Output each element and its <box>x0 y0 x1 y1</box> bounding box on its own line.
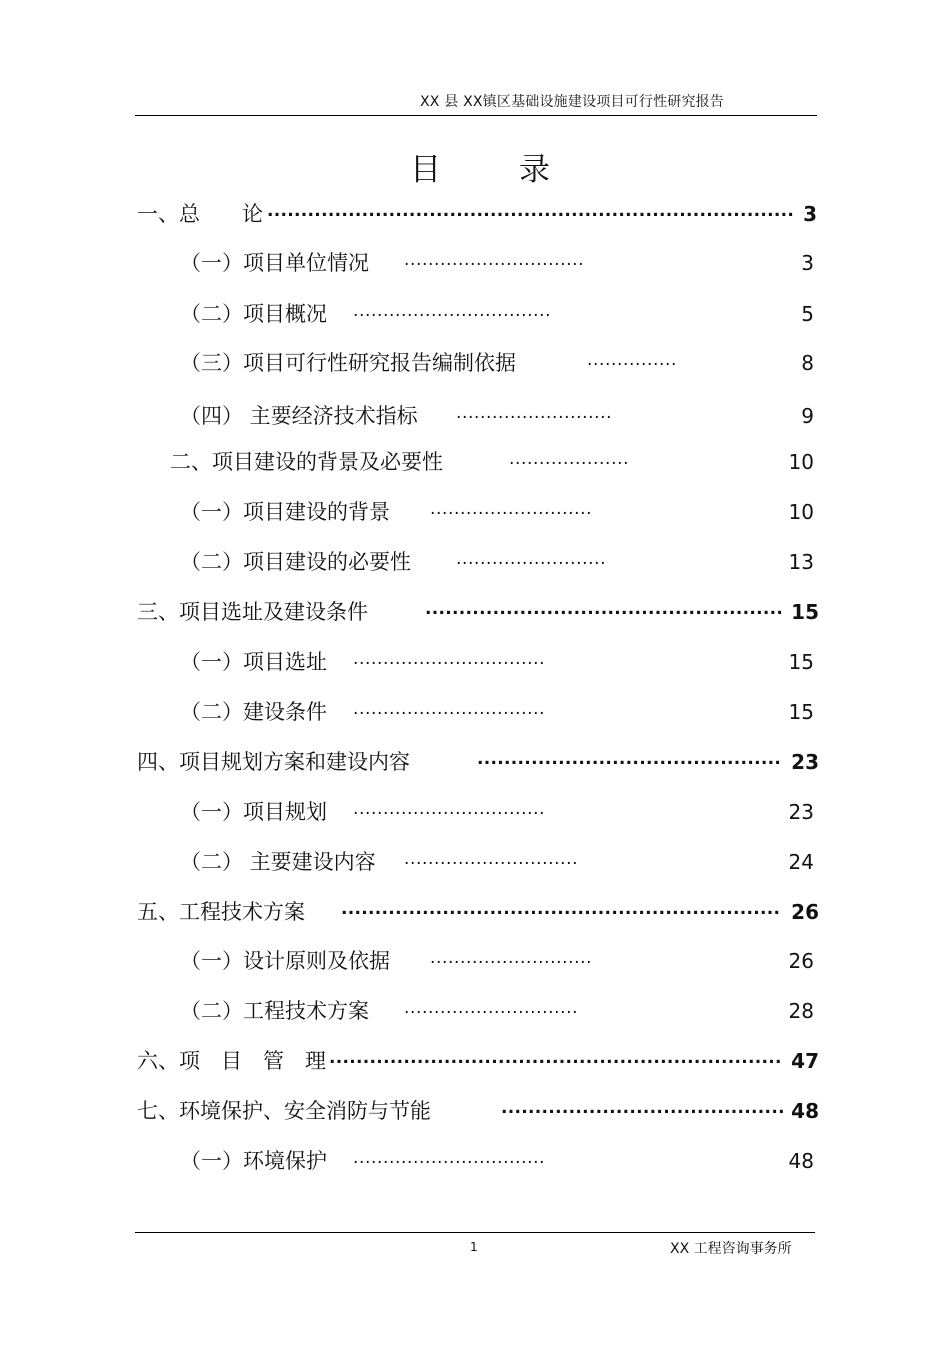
toc-entry-label: 七、环境保护、安全消防与节能 <box>137 1099 431 1123</box>
toc-page-number: 15 <box>788 650 814 674</box>
toc-entry-label: （二）项目概况 <box>180 302 327 326</box>
toc-entry[interactable] <box>0 199 950 229</box>
toc-entry[interactable] <box>0 348 950 378</box>
toc-leader-dots: ................................ <box>353 799 546 819</box>
toc-leader-dots: ..................................................... <box>425 599 784 619</box>
toc-leader-dots: ................................. <box>353 301 552 321</box>
toc-entry-label: （二）建设条件 <box>180 700 327 724</box>
toc-entry-label: （一）环境保护 <box>180 1149 327 1173</box>
toc-page-number: 48 <box>788 1149 814 1173</box>
footer-page-number: 1 <box>470 1240 478 1254</box>
toc-page-number: 15 <box>791 600 819 624</box>
toc-entry[interactable] <box>0 996 950 1026</box>
toc-entry-label: （三）项目可行性研究报告编制依据 <box>180 351 516 375</box>
toc-page-number: 26 <box>791 900 819 924</box>
title-char-1: 目 <box>410 152 441 188</box>
toc-page-number: 24 <box>788 850 814 874</box>
toc-entry[interactable] <box>0 697 950 727</box>
toc-entry-label: （二）工程技术方案 <box>180 999 369 1023</box>
toc-leader-dots: ................................ <box>353 699 546 719</box>
toc-page-number: 48 <box>791 1099 819 1123</box>
page-title <box>410 144 550 189</box>
toc-leader-dots: .............................................................................. <box>267 201 795 221</box>
toc-page-number: 9 <box>801 404 814 428</box>
toc-entry-label: （四） 主要经济技术指标 <box>180 404 418 428</box>
toc-entry[interactable] <box>0 1146 950 1176</box>
toc-entry[interactable] <box>0 248 950 278</box>
toc-entry-label: 四、项目规划方案和建设内容 <box>137 750 410 774</box>
title-char-2: 录 <box>519 152 550 188</box>
toc-entry-label: 三、项目选址及建设条件 <box>137 600 368 624</box>
toc-entry[interactable] <box>0 1046 950 1076</box>
toc-leader-dots: ............................. <box>404 998 579 1018</box>
toc-page-number: 8 <box>801 351 814 375</box>
toc-leader-dots: ............................................. <box>477 749 782 769</box>
toc-entry-label: （一）项目单位情况 <box>180 251 369 275</box>
toc-entry-label: （二）项目建设的必要性 <box>180 550 411 574</box>
toc-leader-dots: .................... <box>509 449 630 469</box>
toc-entry-label: （二） 主要建设内容 <box>180 850 376 874</box>
toc-entry-label: （一）项目规划 <box>180 800 327 824</box>
toc-entry[interactable] <box>0 597 950 627</box>
toc-leader-dots: ................................................................. <box>341 899 781 919</box>
toc-page-number: 47 <box>791 1049 819 1073</box>
toc-entry[interactable] <box>0 497 950 527</box>
toc-entry-label: 二、项目建设的背景及必要性 <box>170 450 443 474</box>
toc-entry[interactable] <box>0 401 950 431</box>
toc-leader-dots: ............... <box>587 350 678 370</box>
toc-entry-label: （一）设计原则及依据 <box>180 949 390 973</box>
toc-page-number: 3 <box>801 251 814 275</box>
running-header: XX 县 XX镇区基础设施建设项目可行性研究报告 <box>420 94 725 110</box>
toc-leader-dots: .............................. <box>404 250 585 270</box>
toc-entry-label: 五、工程技术方案 <box>137 900 305 924</box>
toc-leader-dots: ......................... <box>456 549 607 569</box>
footer-organization: XX 工程咨询事务所 <box>670 1241 792 1257</box>
toc-entry-label: （一）项目建设的背景 <box>180 500 390 524</box>
toc-entry[interactable] <box>0 299 950 329</box>
toc-page-number: 23 <box>791 750 819 774</box>
toc-entry-label: （一）项目选址 <box>180 650 327 674</box>
toc-entry[interactable] <box>0 1096 950 1126</box>
toc-leader-dots: .......................................... <box>501 1098 785 1118</box>
toc-entry[interactable] <box>0 447 950 477</box>
toc-leader-dots: .......................... <box>456 403 613 423</box>
toc-leader-dots: ................................ <box>353 649 546 669</box>
toc-entry[interactable] <box>0 946 950 976</box>
toc-page-number: 3 <box>803 202 817 226</box>
toc-page-number: 10 <box>788 450 814 474</box>
toc-page-number: 28 <box>788 999 814 1023</box>
toc-entry[interactable] <box>0 897 950 927</box>
toc-entry-label: 一、总 论 <box>137 202 263 226</box>
toc-entry[interactable] <box>0 847 950 877</box>
toc-leader-dots: ................................................................... <box>329 1048 782 1068</box>
toc-page-number: 26 <box>788 949 814 973</box>
toc-page-number: 13 <box>788 550 814 574</box>
footer-divider <box>135 1232 815 1233</box>
header-divider <box>135 115 817 116</box>
toc-entry[interactable] <box>0 547 950 577</box>
toc-page-number: 5 <box>801 302 814 326</box>
toc-page-number: 15 <box>788 700 814 724</box>
toc-entry[interactable] <box>0 797 950 827</box>
toc-leader-dots: ........................... <box>430 499 593 519</box>
toc-leader-dots: ................................ <box>353 1148 546 1168</box>
toc-leader-dots: ............................. <box>404 849 579 869</box>
toc-entry[interactable] <box>0 647 950 677</box>
toc-page-number: 23 <box>788 800 814 824</box>
toc-entry[interactable] <box>0 747 950 777</box>
toc-entry-label: 六、项 目 管 理 <box>137 1049 326 1073</box>
toc-leader-dots: ........................... <box>430 948 593 968</box>
toc-page-number: 10 <box>788 500 814 524</box>
